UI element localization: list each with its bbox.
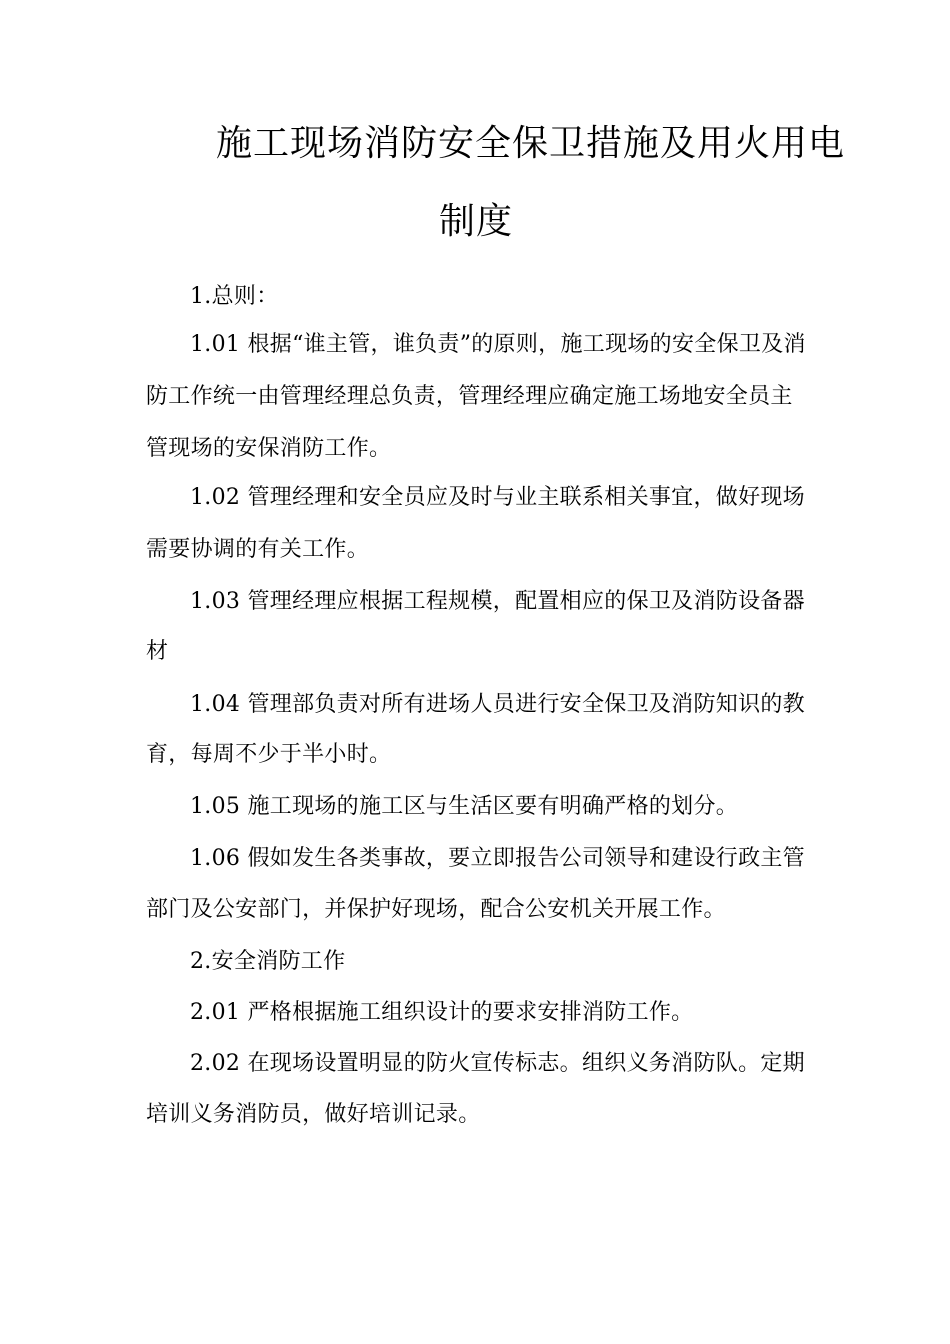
paragraph-line: 1.01 根据“谁主管，谁负责”的原则，施工现场的安全保卫及消 — [190, 332, 806, 357]
paragraph-line: 材 — [146, 639, 169, 664]
paragraph-line: 1.06 假如发生各类事故，要立即报告公司领导和建设行政主管 — [190, 846, 805, 871]
section-heading-fire-safety: 2.安全消防工作 — [190, 949, 346, 974]
paragraph-line: 需要协调的有关工作。 — [146, 537, 370, 562]
paragraph-line: 1.02 管理经理和安全员应及时与业主联系相关事宜，做好现场 — [190, 485, 805, 510]
document-title-line-2: 制度 — [438, 201, 513, 242]
paragraph-line: 1.04 管理部负责对所有进场人员进行安全保卫及消防知识的教 — [190, 692, 805, 717]
paragraph-line: 2.01 严格根据施工组织设计的要求安排消防工作。 — [190, 1000, 694, 1025]
paragraph-line: 2.02 在现场设置明显的防火宣传标志。组织义务消防队。定期 — [190, 1051, 805, 1076]
document-title-line-1: 施工现场消防安全保卫措施及用火用电 — [216, 123, 846, 164]
paragraph-line: 1.05 施工现场的施工区与生活区要有明确严格的划分。 — [190, 794, 739, 819]
paragraph-line: 育，每周不少于半小时。 — [146, 742, 392, 767]
paragraph-line: 防工作统一由管理经理总负责，管理经理应确定施工场地安全员主 — [146, 384, 793, 409]
paragraph-line: 培训义务消防员，做好培训记录。 — [146, 1102, 481, 1127]
section-heading-general: 1.总则： — [190, 284, 279, 309]
paragraph-line: 部门及公安部门，并保护好现场，配合公安机关开展工作。 — [146, 897, 726, 922]
paragraph-line: 管现场的安保消防工作。 — [146, 436, 392, 461]
paragraph-line: 1.03 管理经理应根据工程规模，配置相应的保卫及消防设备器 — [190, 589, 805, 614]
